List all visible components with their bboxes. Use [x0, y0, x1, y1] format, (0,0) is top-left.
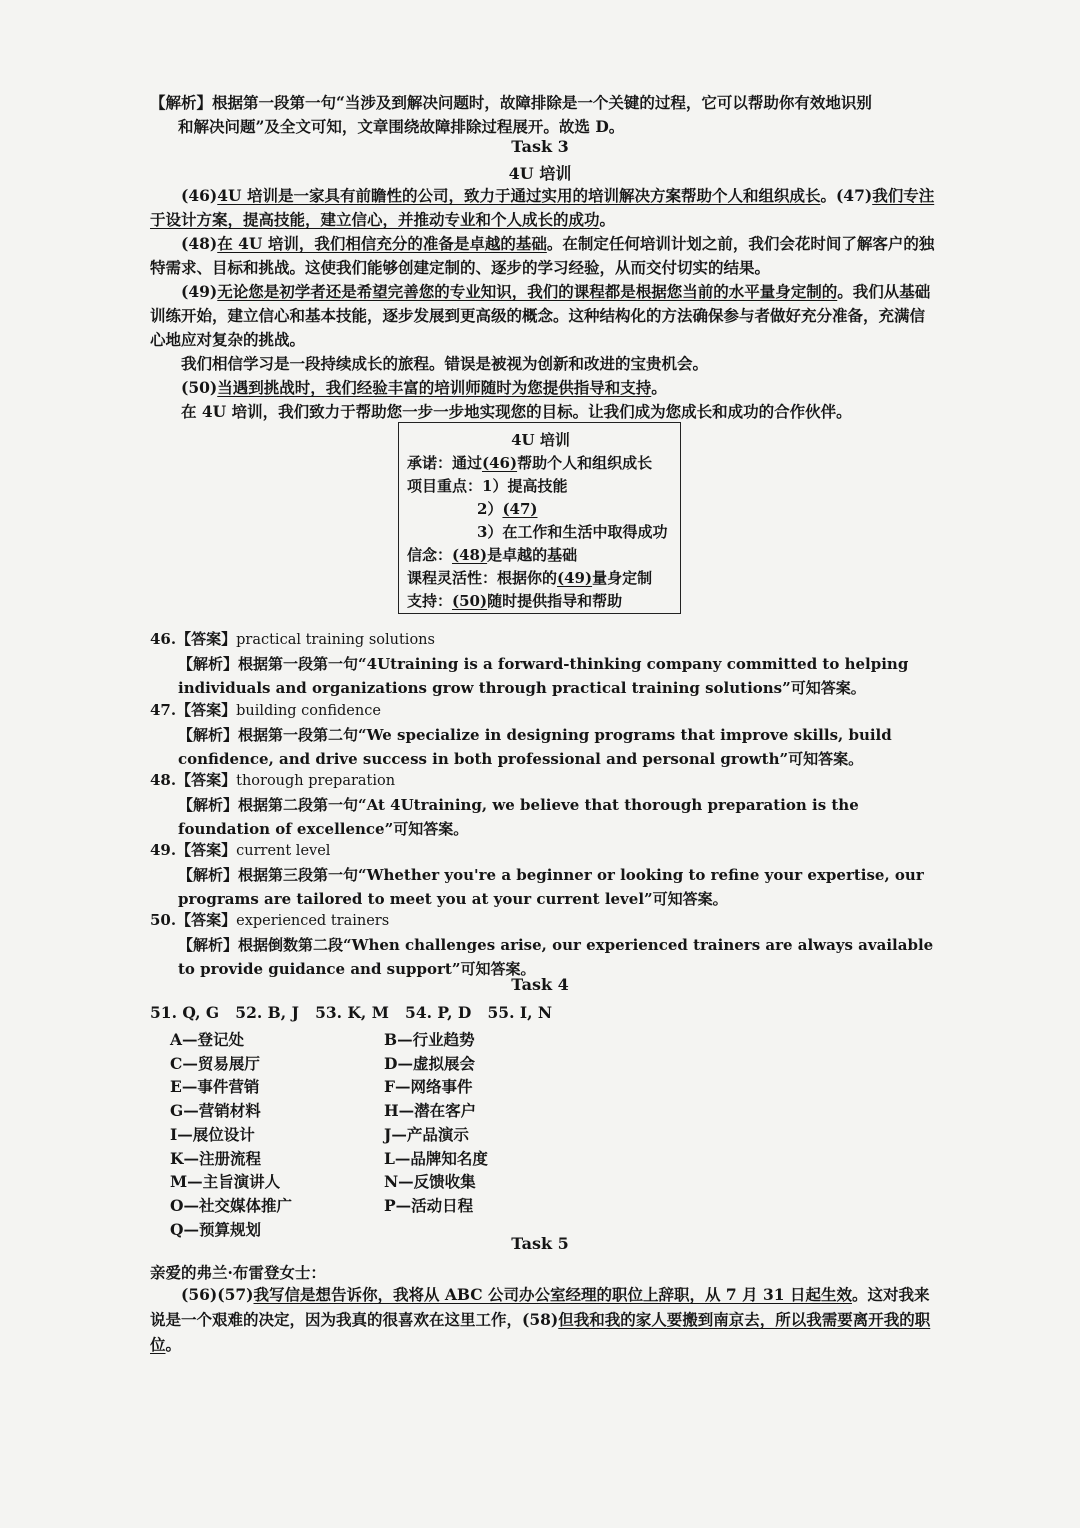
p5-end: 。 [651, 378, 667, 397]
p1-end: 。 [599, 210, 616, 229]
task4-option: E—事件营销 [170, 1077, 260, 1097]
p1-underline-47: 我们专注于设计方案，提高技能，建立信心，并推动专业和个人成长的成功 [150, 186, 935, 229]
task4-option: O—社交媒体推广 [170, 1195, 293, 1215]
p5-prefix: (50) [181, 378, 218, 397]
letter-underline-57: 我写信是想告诉你，我将从 ABC 公司办公室经理的职位上辞职，从 7 月 31 日起生效 [253, 1285, 852, 1304]
task3-paragraph-2 [150, 232, 940, 280]
task3-paragraph-1 [150, 184, 940, 232]
task4-option: K—注册流程 [170, 1148, 261, 1168]
task4-option: N—反馈收集 [384, 1172, 476, 1192]
task3-paragraph-4: 我们相信学习是一段持续成长的旅程。错误是被视为创新和改进的宝贵机会。 [181, 354, 709, 373]
top-analysis [150, 91, 940, 139]
task4-option: A—登记处 [170, 1030, 245, 1049]
task4-option: J—产品演示 [384, 1124, 469, 1144]
box-line-commitment: 承诺：通过(46)帮助个人和组织成长 [407, 454, 653, 472]
box-line-support: 支持：(50)随时提供指导和帮助 [407, 592, 623, 610]
box-title: 4U 培训 [511, 431, 570, 449]
p1-prefix: (46) [181, 186, 218, 205]
task4-option: H—潜在客户 [384, 1101, 477, 1121]
task3-heading: Task 3 [511, 137, 569, 156]
p1-mid: 。(47) [820, 186, 873, 205]
p3-prefix: (49) [181, 282, 218, 301]
box-line-flexibility: 课程灵活性：根据你的(49)量身定制 [407, 569, 653, 587]
task4-option: I—展位设计 [170, 1124, 255, 1144]
answer-47: 47.【答案】building confidence 【解析】根据第一段第二句“We specialize in designing programs that improve skills, build confidence, and drive success in both professional and personal growth”可知答案。 [150, 701, 892, 768]
p3-rest: 。我们从基础训练开始，建立信心和基本技能，逐步发展到更高级的概念。这种结构化的方法确保参与者做好充分准备，充满信心地应对复杂的挑战。 [150, 282, 931, 349]
task3-paragraph-3 [150, 280, 940, 352]
task4-answers-line: 51. Q, G 52. B, J 53. K, M 54. P, D 55. I, N [150, 1003, 553, 1022]
task4-option: P—活动日程 [384, 1195, 474, 1215]
task4-option: Q—预算规划 [170, 1219, 262, 1239]
task4-option: D—虚拟展会 [384, 1053, 475, 1073]
letter-salutation: 亲爱的弗兰·布雷登女士： [150, 1263, 326, 1282]
top-analysis-line1: 【解析】根据第一段第一句“当涉及到解决问题时，故障排除是一个关键的过程，它可以帮助你有效地识别 [150, 93, 872, 112]
letter-underline-58: 但我和我的家人要搬到南京去，所以我需要离开我的职位 [150, 1310, 931, 1354]
letter-body: (56)(57)我写信是想告诉你，我将从 ABC 公司办公室经理的职位上辞职，从 7 月 31 日起生效。这对我来说是一个艰难的决定，因为我真的很喜欢在这里工作，(58)但我和我的家人要搬到南京去，所以我需要离开我的职位。 [150, 1285, 931, 1354]
task4-option: B—行业趋势 [384, 1030, 475, 1049]
task4-option: C—贸易展厅 [170, 1053, 260, 1073]
answer-50: 50.【答案】experienced trainers 【解析】根据倒数第二段“When challenges arise, our experienced trainers are always available to provide guidance and support”可知答案。 [150, 911, 934, 978]
task4-option: L—品牌知名度 [384, 1148, 488, 1168]
answer-48: 48.【答案】thorough preparation 【解析】根据第二段第一句“At 4Utraining, we believe that thorough preparation is the foundation of excellence”可知答案。 [150, 771, 859, 838]
p3-underline-49: 无论您是初学者还是希望完善您的专业知识，我们的课程都是根据您当前的水平量身定制的 [217, 282, 838, 301]
answer-46: 46.【答案】practical training solutions 【解析】根据第一段第一句“4Utraining is a forward-thinking company committed to helping individuals and organizations grow through practical training solutions”可知答案。 [150, 630, 909, 697]
task4-options-col1 [170, 1028, 380, 1241]
task3-title: 4U 培训 [508, 164, 572, 183]
box-line-focus: 项目重点：1）提高技能 [407, 477, 568, 495]
box-line-focus-3: 3）在工作和生活中取得成功 [477, 523, 668, 541]
summary-box [398, 422, 681, 614]
answer-49: 49.【答案】current level 【解析】根据第三段第一句“Whether you're a beginner or looking to refine your expertise, our programs are tailored to meet you at your current level”可知答案。 [150, 841, 924, 908]
box-line-focus-2: 2）(47) [477, 500, 538, 518]
task4-options-col2 [384, 1028, 584, 1218]
task4-option: G—营销材料 [170, 1101, 261, 1121]
p1-underline-46: 4U 培训是一家具有前瞻性的公司，致力于通过实用的培训解决方案帮助个人和组织成长 [217, 186, 821, 205]
p2-prefix: (48) [181, 234, 218, 253]
p2-underline-48: 在 4U 培训，我们相信充分的准备是卓越的基础 [217, 234, 547, 253]
task4-option: F—网络事件 [384, 1077, 473, 1097]
task4-heading: Task 4 [511, 975, 569, 994]
task3-paragraph-5 [150, 376, 940, 400]
task4-option: M—主旨演讲人 [170, 1172, 281, 1192]
p2-rest: 。在制定任何培训计划之前，我们会花时间了解客户的独特需求、目标和挑战。这使我们能够创建定制的、逐步的学习经验，从而交付切实的结果。 [150, 234, 935, 277]
task3-paragraph-6: 在 4U 培训，我们致力于帮助您一步一步地实现您的目标。让我们成为您成长和成功的合作伙伴。 [181, 402, 852, 421]
top-analysis-line2: 和解决问题”及全文可知，文章围绕故障排除过程展开。故选 D。 [178, 117, 625, 136]
box-line-belief: 信念：(48)是卓越的基础 [407, 546, 578, 564]
p5-underline-50: 当遇到挑战时，我们经验丰富的培训师随时为您提供指导和支持 [217, 378, 652, 397]
task5-heading: Task 5 [511, 1234, 569, 1253]
